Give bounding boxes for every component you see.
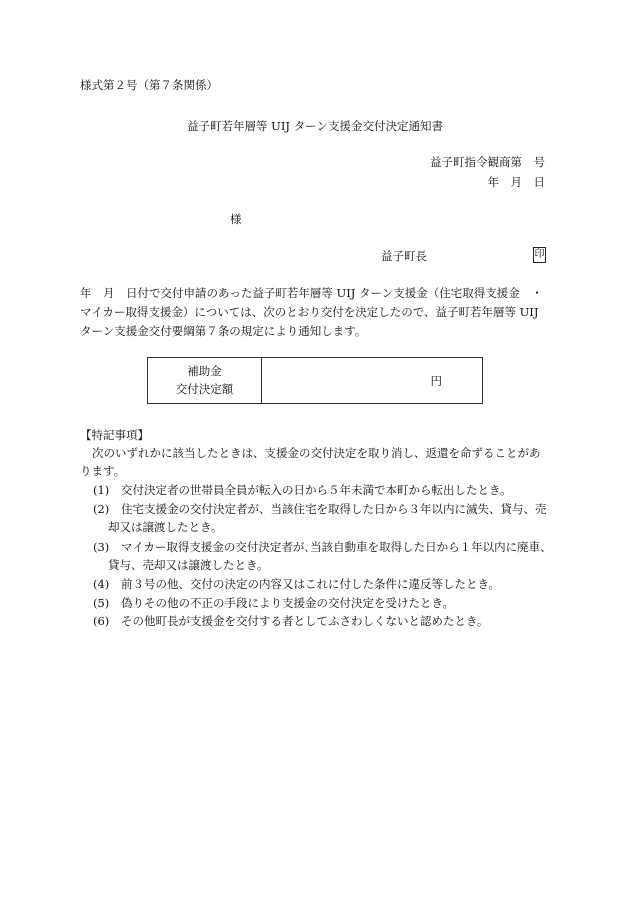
note-item-text: 住宅支援金の交付決定者が、当該住宅を取得した日から３年以内に滅失、貸与、売 [121,502,547,516]
amount-unit: 円 [430,373,442,388]
note-item-number: (4) [93,577,110,591]
note-item-continuation: 貸与、売却又は譲渡したとき。 [108,558,269,572]
note-item-text: その他町長が支援金を交付する者としてふさわしくないと認めたとき。 [121,614,489,628]
note-item-text: マイカー取得支援金の交付決定者が､当該自動車を取得した日から１年以内に廃車、 [121,540,552,554]
note-item-number: (6) [93,614,110,628]
notes-heading: 【特記事項】 [80,428,149,442]
note-item-number: (3) [93,540,110,554]
issuer-name: 益子町長 [381,249,427,263]
amount-label-line2: 交付決定額 [175,381,234,396]
body-line-3: ターン支援金交付要綱第７条の規定により通知します。 [80,324,367,338]
note-item-number: (1) [93,483,110,497]
note-item-text: 前３号の他、交付の決定の内容又はこれに付した条件に違反等したとき。 [121,577,501,591]
document-title: 益子町若年層等 UIJ ターン支援金交付決定通知書 [187,119,443,133]
seal-mark: 印 [533,247,546,263]
note-item-text: 交付決定者の世帯員全員が転入の日から５年未満で本町から転出したとき。 [121,483,512,497]
note-item-number: (5) [93,596,110,610]
note-item-continuation: 却又は譲渡したとき。 [108,520,223,534]
amount-table [147,357,483,404]
amount-value-cell [262,358,482,403]
issue-number: 益子町指令観商第 号 [430,155,545,169]
amount-label-line1: 補助金 [187,363,222,378]
amount-label-cell [148,358,262,403]
notes-intro-line1: 次のいずれかに該当したときは、支援金の交付決定を取り消し、返還を命ずることがあ [92,446,541,460]
notes-intro-line2: ります。 [80,464,126,478]
note-item-text: 偽りその他の不正の手段により支援金の交付決定を受けたとき。 [121,596,455,610]
addressee-suffix: 様 [230,212,242,226]
body-line-2: マイカー取得支援金）については、次のとおり交付を決定したので、益子町若年層等 UIJ [80,305,539,319]
body-line-1: 年 月 日付で交付申請のあった益子町若年層等 UIJ ターン支援金（住宅取得支援金 ・ [80,286,543,300]
form-number: 様式第２号（第７条関係） [80,78,218,92]
note-item-number: (2) [93,502,110,516]
issue-date: 年 月 日 [487,175,545,189]
